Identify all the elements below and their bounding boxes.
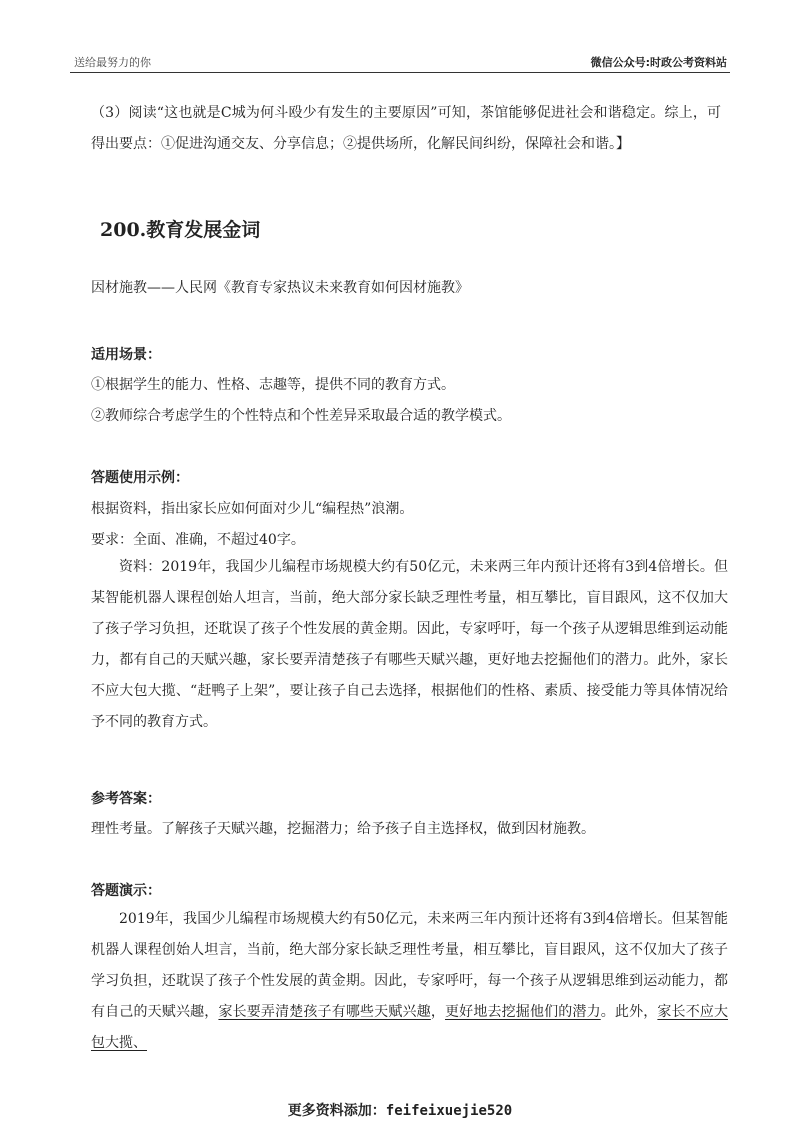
- demo-underlined-point: 更好地去挖掘他们的潜力: [445, 1004, 601, 1020]
- reference-answer: 理性考量。了解孩子天赋兴趣，挖掘潜力；给予孩子自主选择权，做到因材施教。: [91, 821, 595, 837]
- scenario-item-1: ①根据学生的能力、性格、志趣等，提供不同的教育方式。: [91, 377, 455, 393]
- header-wechat-account: 微信公众号:时政公考资料站: [590, 56, 727, 69]
- section-title: 200.教育发展金词: [100, 219, 261, 241]
- scenario-heading: 适用场景：: [91, 347, 161, 363]
- page-header: [0, 0, 800, 80]
- previous-answer-analysis: （3）阅读“这也就是C城为何斗殴少有发生的主要原因”可知，茶馆能够促进社会和谐稳定。综上，可得出要点：①促进沟通交友、分享信息；②提供场所，化解民间纠纷，保障社会和谐。】: [91, 105, 721, 152]
- demo-underlined-point: 家长不应大包大揽、: [91, 1004, 729, 1051]
- demo-text: ，: [430, 1004, 445, 1020]
- footer-contact-id: feifeixuejie520: [385, 1103, 513, 1119]
- demo-heading: 答题演示：: [91, 883, 161, 899]
- demo-text: 2019年，我国少儿编程市场规模大约有50亿元，未来两三年内预计还将有3到4倍增长。但某智能机器人课程创始人坦言，当前，绝大部分家长缺乏理性考量，相互攀比，盲目跟风，这不仅加大了孩子学习负担，还耽误了孩子个性发展的黄金期。因此，专家呼吁，每一个孩子从逻辑思维到运动能力，都有自己的天赋兴趣，: [91, 911, 728, 1020]
- header-divider: [70, 72, 730, 73]
- section-subtitle: 因材施教——人民网《教育专家热议未来教育如何因材施教》: [91, 280, 469, 296]
- demo-underlined-point: 家长要弄清楚孩子有哪些天赋兴趣: [218, 1004, 431, 1020]
- example-question: 根据资料，指出家长应如何面对少儿“编程热”浪潮。: [91, 501, 414, 517]
- footer-label: 更多资料添加：: [287, 1103, 386, 1119]
- demo-text: 。此外，: [600, 1004, 658, 1020]
- answer-heading: 参考答案：: [91, 791, 161, 807]
- example-requirement: 要求：全面、准确，不超过40字。: [91, 532, 305, 548]
- header-slogan: 送给最努力的你: [74, 56, 151, 69]
- page-footer: [0, 1100, 800, 1120]
- example-material: 资料：2019年，我国少儿编程市场规模大约有50亿元，未来两三年内预计还将有3到4倍增长。但某智能机器人课程创始人坦言，当前，绝大部分家长缺乏理性考量，相互攀比，盲目跟风，这不仅加大了孩子学习负担，还耽误了孩子个性发展的黄金期。因此，专家呼吁，每一个孩子从逻辑思维到运动能力，都有自己的天赋兴趣，家长要弄清楚孩子有哪些天赋兴趣，更好地去挖掘他们的潜力。此外，家长不应大包大揽、“赶鸭子上架”，要让孩子自己去选择，根据他们的性格、素质、接受能力等具体情况给予不同的教育方式。: [91, 559, 728, 730]
- example-heading: 答题使用示例：: [91, 470, 189, 486]
- scenario-item-2: ②教师综合考虑学生的个性特点和个性差异采取最合适的教学模式。: [91, 408, 511, 424]
- answer-demo: [91, 904, 729, 1051]
